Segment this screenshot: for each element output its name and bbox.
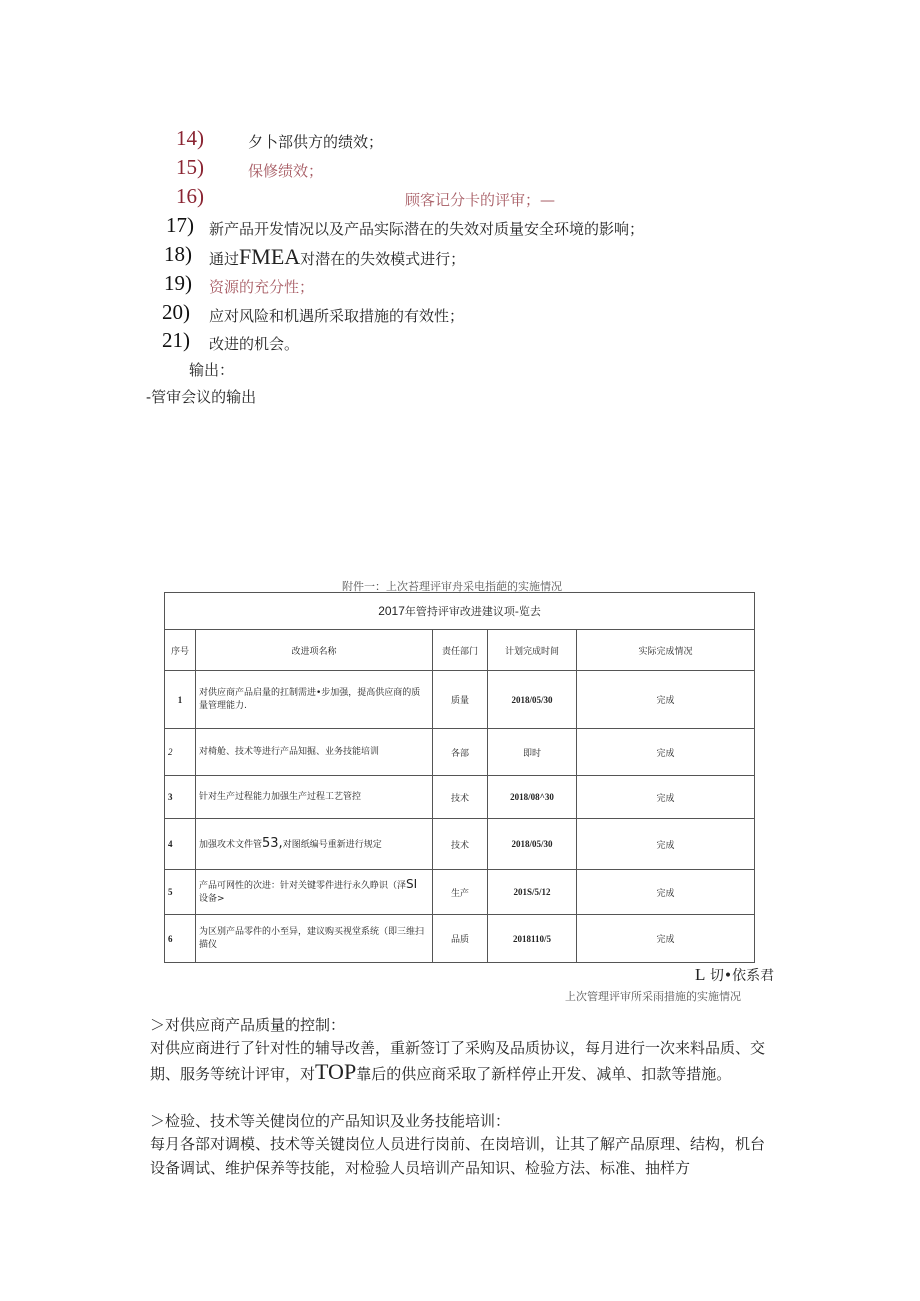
row-dept: 技术 [433, 776, 488, 819]
caption-measures: 上次管理评审所采雨措施的实施情况 [565, 990, 741, 1003]
row-date: 即时 [488, 729, 577, 776]
improvement-table [164, 592, 755, 963]
row-name: 针对生产过程能力加强生产过程工艺管控 [196, 776, 433, 819]
list-text-18 [209, 244, 465, 270]
row-dept: 品质 [433, 915, 488, 963]
list-text-15: 保修绩效； [248, 162, 324, 180]
row-date: 2018/05/30 [488, 671, 577, 729]
list-text-19: 资源的充分性； [209, 278, 315, 296]
row-date: 2018110/5 [488, 915, 577, 963]
list-text-14: 夕卜部供方的绩效； [248, 133, 384, 151]
row-name-num: SI [406, 877, 418, 891]
table-row [165, 819, 755, 870]
row-index: 5 [165, 870, 196, 915]
row-index: 2 [165, 729, 196, 776]
list-number-19: 19) [164, 271, 192, 295]
table-title-year: 2017 [378, 604, 405, 618]
list-number-17: 17) [166, 213, 194, 237]
row-index: 4 [165, 819, 196, 870]
table-row [165, 729, 755, 776]
row-name-pre: 加强攻术文件管 [199, 839, 263, 850]
fmea-term: FMEA [239, 244, 301, 269]
row-date: 201S/5/12 [488, 870, 577, 915]
table-row [165, 671, 755, 729]
header-dept: 责任部门 [433, 630, 488, 671]
list-number-20: 20) [162, 300, 190, 324]
row-name: 对椅舱、技术等进行产品知掘、业务技能培训 [196, 729, 433, 776]
output-heading: -管审会议的输出 [146, 388, 257, 406]
row-index: 3 [165, 776, 196, 819]
row-status: 完成 [577, 729, 755, 776]
list-text-17: 新产品开发情况以及产品实际潜在的失效对质量安全环境的影响； [209, 220, 645, 238]
list-text-20: 应对风险和机遇所采取措施的有效性； [209, 307, 465, 325]
row-dept: 技术 [433, 819, 488, 870]
row-status: 完成 [577, 915, 755, 963]
section-paragraph-supplier [150, 1036, 770, 1086]
list-number-16: 16) [176, 184, 204, 208]
table-row [165, 915, 755, 963]
row-status: 完成 [577, 671, 755, 729]
table-header-row [165, 630, 755, 671]
top-term: TOP [315, 1059, 357, 1084]
list-text-16: 顾客记分卡的评审；— [405, 191, 556, 209]
table-row [165, 776, 755, 819]
list-number-15: 15) [176, 155, 204, 179]
header-index: 序号 [165, 630, 196, 671]
row-name-num: 53, [262, 835, 283, 851]
row-name-post: 设备> [199, 894, 225, 904]
paragraph-pre: 对供应商进行了针对性的辅导改善，重新签订了采购及品质协议，每月进行一次来料品质、交期、服务等统计评审，对 [150, 1039, 766, 1083]
section-heading-supplier: ＞对供应商产品质量的控制： [150, 1016, 346, 1034]
table-row [165, 870, 755, 915]
row-dept: 生产 [433, 870, 488, 915]
row-name-post: 对图纸编号重新进行规定 [282, 839, 382, 850]
signature [695, 965, 774, 985]
row-name [196, 870, 433, 915]
section-heading-training: ＞检验、技术等关健岗位的产品知识及业务技能培训： [150, 1112, 511, 1130]
row-name [196, 819, 433, 870]
list-text-21: 改进的机会。 [209, 335, 300, 353]
output-label: 输出： [189, 361, 235, 379]
list-number-21: 21) [162, 328, 190, 352]
row-status: 完成 [577, 776, 755, 819]
row-date: 2018/05/30 [488, 819, 577, 870]
row-name-pre: 产品可网性的次进：针对关键零件进行永久睁识（泽 [199, 881, 407, 891]
list-number-14: 14) [176, 126, 204, 150]
signature-l: L [695, 965, 706, 984]
row-status: 完成 [577, 819, 755, 870]
header-status: 实际完成情况 [577, 630, 755, 671]
header-name: 改进项名称 [196, 630, 433, 671]
list-text-18-pre: 通过 [209, 250, 240, 268]
row-date: 2018/08^30 [488, 776, 577, 819]
section-paragraph-training: 每月各部对调模、技术等关键岗位人员进行岗前、在岗培训，让其了解产品原理、结构，机台设备调试、维护保养等技能，对检验人员培训产品知识、检验方法、标准、抽样方 [150, 1135, 766, 1177]
signature-rest: 切•依系君 [709, 968, 775, 984]
row-name: 为区别产品零件的小至异，建议购买视堂系统（即三维扫描仪 [196, 915, 433, 963]
list-number-18: 18) [164, 242, 192, 266]
row-dept: 质量 [433, 671, 488, 729]
row-status: 完成 [577, 870, 755, 915]
header-plan-date: 计划完成时间 [488, 630, 577, 671]
paragraph-post: 靠后的供应商采取了新样停止开发、减单、扣款等措施。 [356, 1065, 732, 1083]
table-title [165, 593, 755, 630]
attachment-caption: 附件一：上次苔理评审舟采电指葩的实施情况 [342, 580, 562, 593]
row-name: 对供应商产品启量的扛制需进•步加强，提高供应商的质量管理能力. [196, 671, 433, 729]
row-dept: 各部 [433, 729, 488, 776]
table-title-rest: 年管持评审改进建议项-览去 [404, 605, 541, 618]
row-index: 1 [165, 671, 196, 729]
row-index: 6 [165, 915, 196, 963]
list-text-18-post: 对潜在的失效模式进行； [300, 250, 466, 268]
